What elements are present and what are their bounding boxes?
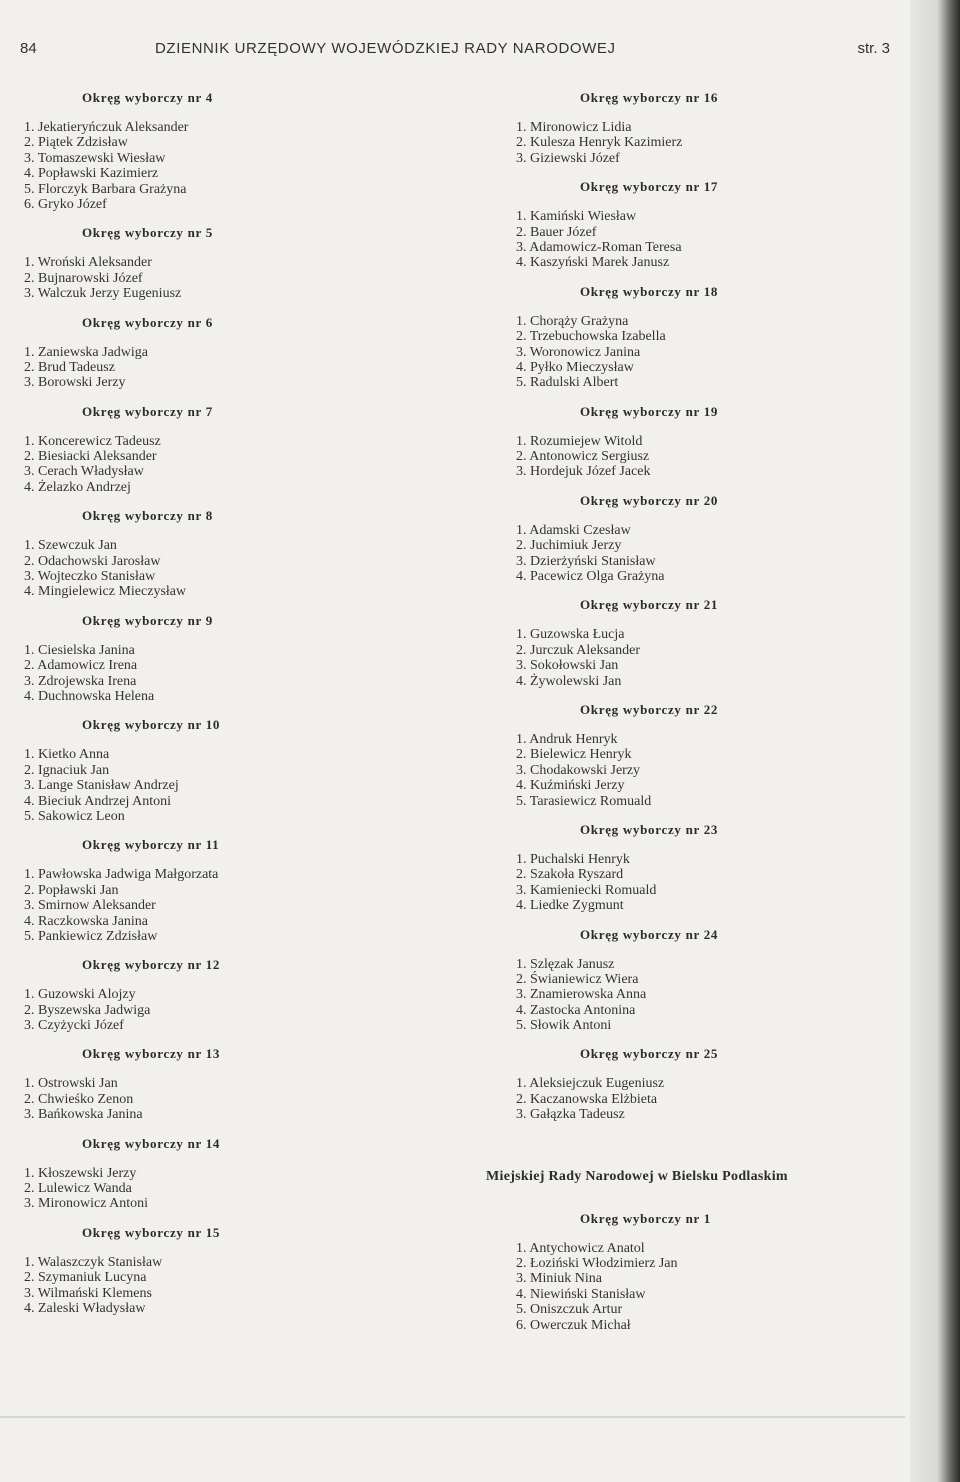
district-heading: Okręg wyborczy nr 9 (82, 612, 213, 628)
member-item: 2. Ignaciuk Jan (24, 762, 110, 778)
member-item: 4. Zaleski Władysław (24, 1300, 146, 1316)
district-heading: Okręg wyborczy nr 13 (82, 1046, 221, 1062)
member-item: 3. Dzierżyński Stanisław (516, 553, 656, 569)
district-heading: Okręg wyborczy nr 1 (580, 1210, 711, 1226)
electoral-district (516, 1044, 916, 1122)
district-heading: Okręg wyborczy nr 5 (82, 225, 213, 241)
district-heading: Okręg wyborczy nr 15 (82, 1224, 221, 1240)
member-list (24, 1255, 324, 1317)
member-item: 1. Rozumiejew Witold (516, 433, 643, 449)
bielsk-section-title: Miejskiej Rady Narodowej w Bielsku Podlaskim (486, 1168, 788, 1184)
member-list (516, 627, 916, 689)
member-item: 2. Juchimiuk Jerzy (516, 538, 622, 554)
electoral-district (24, 611, 324, 705)
district-heading: Okręg wyborczy nr 23 (580, 821, 719, 837)
member-item: 3. Bańkowska Janina (24, 1107, 143, 1123)
member-list (24, 120, 324, 212)
member-list (516, 523, 916, 585)
district-heading: Okręg wyborczy nr 4 (82, 90, 213, 105)
member-list (24, 434, 324, 496)
member-list (24, 747, 324, 824)
member-item: 2. Brud Tadeusz (24, 359, 115, 375)
page-fold-line (0, 1416, 905, 1418)
member-item: 1. Wroński Aleksander (24, 255, 152, 271)
member-list (24, 255, 324, 301)
member-item: 4. Pyłko Mieczysław (516, 359, 634, 375)
member-item: 3. Walczuk Jerzy Eugeniusz (24, 286, 182, 302)
member-item: 2. Chwieśko Zenon (24, 1091, 134, 1107)
member-item: 2. Lulewicz Wanda (24, 1181, 132, 1197)
electoral-district (516, 177, 916, 271)
member-item: 2. Szymaniuk Lucyna (24, 1270, 147, 1286)
member-item: 3. Cerach Władysław (24, 464, 144, 480)
member-item: 5. Tarasiewicz Romuald (516, 793, 652, 809)
member-item: 2. Świaniewicz Wiera (516, 971, 639, 987)
member-list (24, 1166, 324, 1212)
member-item: 5. Pankiewicz Zdzisław (24, 928, 158, 944)
member-item: 3. Hordejuk Józef Jacek (516, 464, 651, 480)
member-item: 3. Woronowicz Janina (516, 344, 641, 360)
member-item: 2. Adamowicz Irena (24, 658, 138, 674)
district-heading: Okręg wyborczy nr 25 (580, 1046, 719, 1062)
member-item: 1. Kietko Anna (24, 747, 110, 763)
electoral-district (24, 402, 324, 496)
member-item: 2. Antonowicz Sergiusz (516, 449, 650, 465)
electoral-district (24, 1223, 324, 1317)
member-item: 3. Adamowicz-Roman Teresa (516, 239, 682, 255)
member-list (516, 314, 916, 391)
electoral-district (516, 700, 916, 809)
member-item: 4. Duchnowska Helena (24, 688, 155, 704)
bielsk-districts (516, 1209, 916, 1333)
member-item: 5. Florczyk Barbara Grażyna (24, 181, 187, 197)
member-item: 3. Wilmański Klemens (24, 1285, 152, 1301)
member-item: 1. Guzowska Łucja (516, 627, 625, 643)
electoral-district (24, 1044, 324, 1122)
member-item: 4. Żywolewski Jan (516, 673, 622, 689)
member-item: 1. Mironowicz Lidia (516, 120, 632, 135)
page-header (20, 40, 890, 60)
member-item: 3. Sokołowski Jan (516, 658, 619, 674)
member-item: 1. Szewczuk Jan (24, 538, 117, 554)
member-item: 2. Bielewicz Henryk (516, 747, 632, 763)
member-item: 1. Ostrowski Jan (24, 1076, 118, 1092)
member-item: 3. Smirnow Aleksander (24, 898, 156, 914)
member-item: 4. Raczkowska Janina (24, 913, 149, 929)
page-number: 84 (20, 40, 37, 57)
member-list (516, 434, 916, 480)
electoral-district (24, 88, 324, 212)
scan-edge-shadow (910, 0, 960, 1482)
member-item: 1. Walaszczyk Stanisław (24, 1254, 163, 1270)
member-item: 4. Kaszyński Marek Janusz (516, 255, 670, 271)
electoral-district (24, 313, 324, 391)
member-item: 1. Chorąży Grażyna (516, 313, 629, 329)
member-list (516, 120, 916, 166)
member-list (24, 345, 324, 391)
member-item: 4. Pacewicz Olga Grażyna (516, 569, 665, 585)
district-heading: Okręg wyborczy nr 12 (82, 957, 221, 973)
member-item: 4. Bieciuk Andrzej Antoni (24, 793, 171, 809)
member-item: 1. Jekatieryńczuk Aleksander (24, 120, 189, 135)
member-item: 2. Bauer Józef (516, 224, 597, 240)
electoral-district (516, 282, 916, 391)
member-list (516, 1076, 916, 1122)
member-list (516, 852, 916, 914)
electoral-district (516, 491, 916, 585)
member-item: 2. Kaczanowska Elżbieta (516, 1091, 658, 1107)
member-item: 3. Tomaszewski Wiesław (24, 150, 166, 166)
member-item: 3. Czyżycki Józef (24, 1018, 124, 1034)
member-list (24, 867, 324, 944)
district-heading: Okręg wyborczy nr 8 (82, 508, 213, 524)
member-item: 1. Antychowicz Anatol (516, 1240, 645, 1256)
member-item: 3. Chodakowski Jerzy (516, 762, 641, 778)
member-item: 3. Zdrojewska Irena (24, 673, 137, 689)
member-list (24, 987, 324, 1033)
journal-title: DZIENNIK URZĘDOWY WOJEWÓDZKIEJ RADY NARODOWEJ (155, 40, 616, 57)
member-list (516, 209, 916, 271)
member-item: 3. Znamierowska Anna (516, 987, 647, 1003)
member-item: 3. Gałązka Tadeusz (516, 1107, 625, 1123)
member-list (516, 1241, 916, 1333)
member-item: 2. Kulesza Henryk Kazimierz (516, 135, 683, 151)
member-item: 5. Sakowicz Leon (24, 808, 125, 824)
member-list (516, 732, 916, 809)
member-item: 5. Radulski Albert (516, 375, 619, 391)
district-heading: Okręg wyborczy nr 19 (580, 403, 719, 419)
member-item: 1. Zaniewska Jadwiga (24, 344, 149, 360)
member-item: 4. Zastocka Antonina (516, 1002, 636, 1018)
electoral-district (516, 925, 916, 1034)
member-item: 2. Jurczuk Aleksander (516, 642, 641, 658)
member-list (24, 643, 324, 705)
district-heading: Okręg wyborczy nr 24 (580, 926, 719, 942)
member-item: 2. Łoziński Włodzimierz Jan (516, 1256, 678, 1272)
electoral-district (24, 1134, 324, 1212)
member-item: 4. Mingielewicz Mieczysław (24, 584, 187, 600)
district-heading: Okręg wyborczy nr 20 (580, 492, 719, 508)
electoral-district (24, 223, 324, 301)
district-heading: Okręg wyborczy nr 22 (580, 701, 719, 717)
district-heading: Okręg wyborczy nr 17 (580, 179, 719, 195)
member-item: 6. Gryko Józef (24, 196, 107, 212)
district-heading: Okręg wyborczy nr 21 (580, 597, 719, 613)
member-item: 3. Wojteczko Stanisław (24, 569, 156, 585)
electoral-district (516, 402, 916, 480)
page-label: str. 3 (857, 40, 890, 57)
district-heading: Okręg wyborczy nr 18 (580, 283, 719, 299)
member-item: 1. Adamski Czesław (516, 522, 631, 538)
member-item: 3. Mironowicz Antoni (24, 1196, 149, 1212)
electoral-district (24, 506, 324, 600)
member-item: 1. Ciesielska Janina (24, 642, 135, 658)
member-item: 5. Oniszczuk Artur (516, 1302, 623, 1318)
district-heading: Okręg wyborczy nr 16 (580, 90, 719, 105)
electoral-district (516, 595, 916, 689)
member-list (24, 538, 324, 600)
district-heading: Okręg wyborczy nr 11 (82, 837, 220, 853)
member-item: 2. Popławski Jan (24, 882, 119, 898)
electoral-district (516, 88, 916, 166)
member-item: 4. Liedke Zygmunt (516, 898, 624, 914)
left-column (24, 88, 324, 1316)
electoral-district (516, 820, 916, 914)
member-item: 4. Niewiński Stanisław (516, 1286, 646, 1302)
member-item: 4. Popławski Kazimierz (24, 166, 159, 182)
member-item: 2. Byszewska Jadwiga (24, 1002, 151, 1018)
member-item: 4. Żelazko Andrzej (24, 479, 131, 495)
right-districts (516, 88, 916, 1123)
electoral-district (24, 715, 324, 824)
district-heading: Okręg wyborczy nr 7 (82, 403, 213, 419)
district-heading: Okręg wyborczy nr 14 (82, 1135, 221, 1151)
member-item: 1. Aleksiejczuk Eugeniusz (516, 1076, 665, 1092)
member-item: 4. Kuźmiński Jerzy (516, 778, 625, 794)
member-item: 3. Borowski Jerzy (24, 375, 126, 391)
member-item: 3. Lange Stanisław Andrzej (24, 778, 179, 794)
member-item: 3. Kamieniecki Romuald (516, 882, 657, 898)
member-item: 2. Bujnarowski Józef (24, 270, 143, 286)
member-item: 1. Pawłowska Jadwiga Małgorzata (24, 867, 219, 883)
electoral-district (24, 955, 324, 1033)
member-item: 1. Kłoszewski Jerzy (24, 1165, 137, 1181)
member-item: 1. Andruk Henryk (516, 731, 618, 747)
member-item: 2. Piątek Zdzisław (24, 135, 128, 151)
member-item: 1. Koncerewicz Tadeusz (24, 433, 161, 449)
member-item: 1. Szlęzak Janusz (516, 956, 615, 972)
member-list (24, 1076, 324, 1122)
member-item: 2. Szakoła Ryszard (516, 867, 624, 883)
member-item: 6. Owerczuk Michał (516, 1317, 631, 1333)
electoral-district (516, 1209, 916, 1333)
member-item: 3. Miniuk Nina (516, 1271, 602, 1287)
member-item: 1. Puchalski Henryk (516, 851, 630, 867)
electoral-district (24, 835, 324, 944)
member-item: 1. Guzowski Alojzy (24, 987, 136, 1003)
member-item: 1. Kamiński Wiesław (516, 209, 637, 225)
member-item: 2. Biesiacki Aleksander (24, 449, 157, 465)
member-list (516, 957, 916, 1034)
right-column (486, 88, 916, 1333)
member-item: 3. Giziewski Józef (516, 150, 620, 166)
district-heading: Okręg wyborczy nr 10 (82, 717, 221, 733)
member-item: 2. Trzebuchowska Izabella (516, 329, 666, 345)
member-item: 2. Odachowski Jarosław (24, 553, 161, 569)
district-heading: Okręg wyborczy nr 6 (82, 314, 213, 330)
member-item: 5. Słowik Antoni (516, 1018, 612, 1034)
